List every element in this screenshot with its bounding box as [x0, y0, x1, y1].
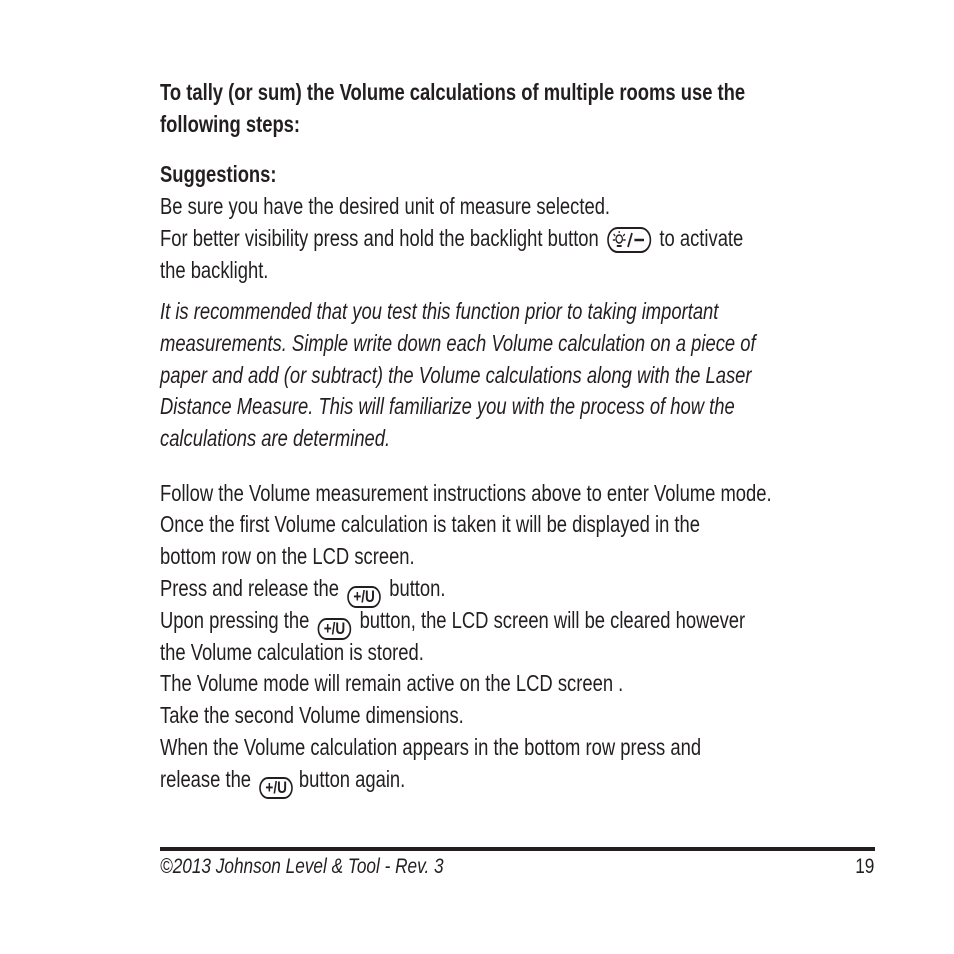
note-line-3: paper and add (or subtract) the Volume calculations along with the Laser	[160, 362, 752, 388]
suggestion-line-3: the backlight.	[160, 257, 269, 283]
plus-minus-icon: +/U	[259, 777, 293, 799]
note-line-4: Distance Measure. This will familiarize you with the process of how the	[160, 393, 735, 419]
step-line-7: The Volume mode will remain active on the LCD screen .	[160, 670, 624, 696]
suggestion-line-2-after: to activate	[659, 225, 744, 251]
step-line-5-after: button, the LCD screen will be cleared however	[359, 607, 746, 633]
suggestion-line-1: Be sure you have the desired unit of measure selected.	[160, 193, 611, 219]
note-line-2: measurements. Simple write down each Volume calculation on a piece of	[160, 330, 756, 356]
note-line-1: It is recommended that you test this function prior to taking important	[160, 298, 719, 324]
footer-copyright: ©2013 Johnson Level & Tool - Rev. 3	[160, 855, 444, 878]
plus-minus-icon: +/U	[347, 586, 381, 608]
step-line-5	[160, 606, 745, 640]
step-line-10	[160, 765, 405, 799]
step-line-4	[160, 574, 446, 608]
step-line-1: Follow the Volume measurement instructions above to enter Volume mode.	[160, 480, 772, 506]
page-number: 19	[854, 855, 874, 878]
heading-line-2: following steps:	[160, 111, 301, 137]
backlight-minus-icon	[607, 227, 651, 253]
suggestions-label: Suggestions:	[160, 161, 277, 187]
step-line-8: Take the second Volume dimensions.	[160, 702, 464, 728]
footer-rule	[160, 847, 875, 851]
manual-page	[160, 0, 875, 954]
step-line-10-before: release the	[160, 766, 252, 792]
step-line-2: Once the first Volume calculation is taken it will be displayed in the	[160, 511, 701, 537]
note-line-5: calculations are determined.	[160, 425, 391, 451]
suggestion-line-2-before: For better visibility press and hold the backlight button	[160, 225, 599, 251]
step-line-6: the Volume calculation is stored.	[160, 639, 424, 665]
step-line-4-after: button.	[389, 575, 446, 601]
step-line-4-before: Press and release the	[160, 575, 339, 601]
step-line-5-before: Upon pressing the	[160, 607, 310, 633]
step-line-10-after: button again.	[298, 766, 406, 792]
step-line-9: When the Volume calculation appears in the bottom row press and	[160, 734, 702, 760]
step-line-3: bottom row on the LCD screen.	[160, 543, 415, 569]
heading-line-1: To tally (or sum) the Volume calculations of multiple rooms use the	[160, 79, 746, 105]
plus-minus-icon: +/U	[318, 618, 352, 640]
suggestion-line-2	[160, 224, 743, 253]
